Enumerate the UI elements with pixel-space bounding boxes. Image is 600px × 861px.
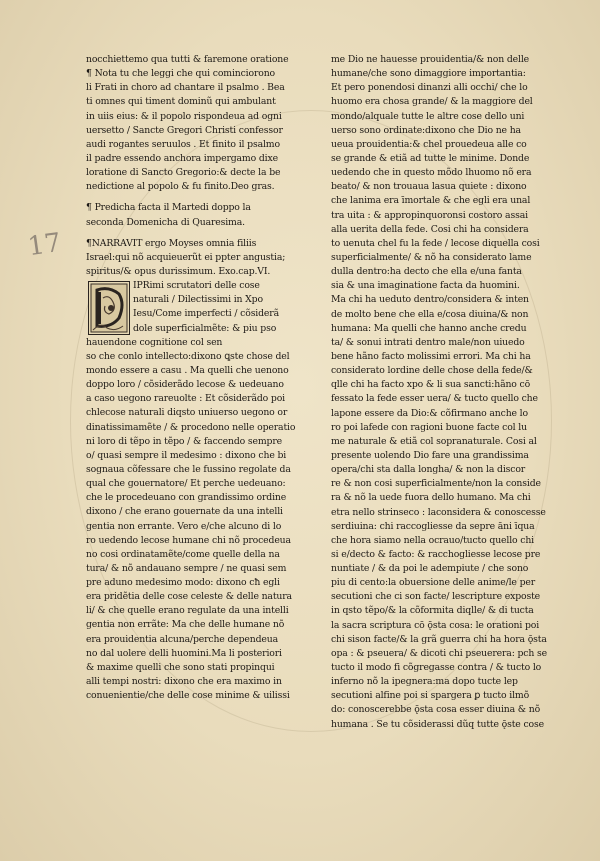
text-line: considerato lordine delle chose della fede/& bbox=[331, 365, 533, 377]
text-line: fessato la fede esser uera/ & tucto quello che bbox=[331, 393, 538, 405]
text-line: no cosi ordinatamẽte/come quelle della na bbox=[86, 548, 280, 560]
text-line: nuntiate / & da poi le adempiute / che sono bbox=[331, 563, 529, 575]
text-line: o/ quasi sempre il medesimo : dixono che bi bbox=[86, 449, 287, 461]
text-line: Iesu/Come imperfecti / cõsiderã bbox=[133, 308, 279, 320]
text-line: me naturale & etiã col sopranaturale. Cosi al bbox=[331, 435, 537, 447]
text-line: to uenuta chel fu la fede / lecose diquella cosi bbox=[331, 237, 540, 249]
text-line: humane/che sono dimaggiore importantia: bbox=[331, 68, 526, 80]
text-line: etra nello strinseco : laconsidera & conoscesse bbox=[331, 506, 546, 518]
text-line: che lanima era īmortale & che egli era unal bbox=[331, 195, 531, 207]
text-line: qual che gouernatore/ Et perche uedeuano: bbox=[86, 478, 286, 490]
text-line: dulla dentro:ha decto che ella e/una fanta bbox=[331, 266, 522, 278]
text-line: era prouidentia alcuna/perche dependeua bbox=[86, 633, 278, 645]
text-line: presente uolendo Dio fare una grandissima bbox=[331, 449, 529, 461]
text-line: spiritus/& opus durissimum. Exo.cap.VI. bbox=[86, 265, 271, 277]
text-line: che hora siamo nella ocrauo/tucto quello chi bbox=[331, 534, 535, 546]
text-line: dixono / che erano gouernate da una intelli bbox=[86, 506, 283, 518]
text-line: dinatissimamẽte / & procedono nelle operatio bbox=[86, 421, 296, 433]
text-line: era pridẽtia delle cose celeste & delle natura bbox=[86, 591, 292, 603]
text-line: uedendo che in questo mõdo lhuomo nõ era bbox=[331, 167, 532, 179]
right-body-text bbox=[331, 53, 571, 732]
text-line: tura/ & nõ andauano sempre / ne quasi sem bbox=[86, 562, 287, 574]
text-line: humana: Ma quelli che hanno anche credu bbox=[331, 322, 527, 334]
text-line: ¶ Predicha facta il Martedi doppo la bbox=[86, 202, 251, 214]
text-line: opa : & pseuera/ & dicoti chi pseuerera: pch se bbox=[331, 647, 547, 659]
text-line: ti omnes qui timent dominũ qui ambulant bbox=[86, 96, 276, 108]
text-line: ¶NARRAVIT ergo Moyses omnia filiis bbox=[86, 237, 257, 249]
text-line: audi rogantes seruulos . Et finito il psalmo bbox=[86, 138, 280, 150]
text-line: ni loro di tẽpo in tẽpo / & faccendo sempre bbox=[86, 435, 283, 447]
right-column bbox=[331, 53, 571, 732]
margin-note: 17 bbox=[26, 227, 64, 263]
text-line: nocchiettemo qua tutti & faremone oratione bbox=[86, 54, 289, 65]
text-line: chlecose naturali diqsto uniuerso uegono or bbox=[86, 407, 288, 419]
text-line: il padre essendo anchora impergamo dixe bbox=[86, 152, 278, 164]
text-line: in qsto tẽpo/& la cõformita diqlle/ & di tucta bbox=[331, 605, 534, 617]
text-line: li/ & che quelle erano regulate da una intelli bbox=[86, 605, 289, 617]
text-line: huomo era chosa grande/ & la maggiore del bbox=[331, 96, 533, 108]
text-line: tra uita : & appropinquoronsi costoro assai bbox=[331, 209, 528, 221]
text-line: ro poi lafede con ragioni buone facte col lu bbox=[331, 421, 527, 433]
text-line: ra & nõ la uede fuora dello humano. Ma chi bbox=[331, 492, 531, 504]
text-line: ueua prouidentia:& chel prouedeua alle co bbox=[331, 138, 527, 150]
text-line: serdiuina: chi raccogliesse da sepre āni īqua bbox=[331, 520, 535, 532]
text-line: alla uerita della fede. Cosi chi ha considera bbox=[331, 223, 529, 235]
text-line: dole superficialmẽte: & piu pso bbox=[133, 322, 277, 334]
left-column bbox=[86, 53, 318, 703]
text-line: ta/ & sonui intrati dentro male/non uiuedo bbox=[331, 336, 525, 348]
sermon-heading bbox=[86, 201, 318, 229]
text-line: beato/ & non trouaua lasua quiete : dixono bbox=[331, 181, 527, 193]
text-line: gentia non errante. Vero e/che alcuno di lo bbox=[86, 520, 282, 532]
text-line: in uiis eius: & il popolo rispondeua ad ogni bbox=[86, 110, 282, 122]
text-line: che le procedeuano con grandissimo ordine bbox=[86, 492, 287, 504]
text-line: Israel:qui nõ acquieuerũt ei ppter angustia; bbox=[86, 251, 286, 263]
text-line: so che conlo intellecto:dixono ꝗste chose del bbox=[86, 350, 290, 362]
text-line: piu di cento:la obuersione delle anime/le per bbox=[331, 577, 536, 589]
text-line: mondo/alquale tutte le altre cose dello uni bbox=[331, 110, 525, 122]
text-line: mondo essere a casu . Ma quelli che uenono bbox=[86, 364, 289, 376]
text-line: alli tempi nostri: dixono che era maximo in bbox=[86, 676, 282, 688]
text-line: Ma chi ha ueduto dentro/considera & inten bbox=[331, 294, 529, 306]
text-line: se grande & etiã ad tutte le minime. Donde bbox=[331, 152, 530, 164]
text-line: a caso uegono rareuolte : Et cõsiderãdo poi bbox=[86, 393, 285, 405]
text-line: conuenientie/che delle cose minime & uilissi bbox=[86, 690, 290, 702]
text-line: ¶ Nota tu che leggi che qui cominciorono bbox=[86, 68, 275, 80]
text-line: no dal uolere delli huomini.Ma li posteriori bbox=[86, 647, 282, 659]
text-line: de molto bene che ella e/cosa diuina/& non bbox=[331, 308, 529, 320]
decorated-initial-icon bbox=[88, 281, 130, 335]
text-line: secutioni alfine poi si spargera ꝑ tucto ilmõ bbox=[331, 690, 530, 702]
text-line: gentia non errãte: Ma che delle humane nõ bbox=[86, 619, 285, 631]
text-line: bene hãno facto molissimi errori. Ma chi ha bbox=[331, 350, 531, 362]
text-line: sia & una imaginatione facta da huomini. bbox=[331, 280, 520, 292]
text-line: chi sison facte/& la grã guerra chi ha hora ǭsta bbox=[331, 633, 547, 645]
text-line: Et pero ponendosi dinanzi alli occhi/ che lo bbox=[331, 82, 528, 94]
left-body-text bbox=[86, 336, 318, 704]
text-line: si e/decto & facto: & racchogliesse lecose pre bbox=[331, 548, 541, 560]
text-line: opera/chi sta dalla longha/ & non la discor bbox=[331, 464, 526, 476]
text-line: seconda Domenicha di Quaresima. bbox=[86, 216, 245, 228]
text-line: lapone essere da Dio:& cõfirmano anche lo bbox=[331, 407, 528, 419]
text-line: loratione di Sancto Gregorio:& decte la be bbox=[86, 167, 281, 179]
text-line: nedictione al popolo & fu finito.Deo gras. bbox=[86, 181, 275, 193]
text-line: humana . Se tu cõsiderassi dũq tutte ǭste cose bbox=[331, 718, 544, 730]
text-line: hauendone cognitione col sen bbox=[86, 336, 223, 348]
text-line: li Frati in choro ad chantare il psalmo . Bea bbox=[86, 82, 285, 94]
text-line: do: conoscerebbe ǭsta cosa esser diuina & nõ bbox=[331, 704, 541, 716]
dropcap-paragraph bbox=[86, 279, 318, 336]
text-line: IPRimi scrutatori delle cose bbox=[133, 280, 260, 292]
text-line: inferno nõ la ipegnera:ma dopo tucte lep bbox=[331, 676, 518, 688]
text-line: doppo loro / cõsiderãdo lecose & uedeuano bbox=[86, 379, 284, 391]
sermon-theme bbox=[86, 237, 318, 279]
text-line: uerso sono ordinate:dixono che Dio ne ha bbox=[331, 124, 521, 136]
text-line: naturali / Dilectissimi in Xpo bbox=[133, 294, 263, 306]
text-line: secutioni che ci son facte/ lescripture exposte bbox=[331, 591, 541, 603]
text-line: me Dio ne hauesse prouidentia/& non delle bbox=[331, 54, 530, 65]
text-line: sognaua cõfessare che le fussino regolate da bbox=[86, 463, 291, 475]
text-line: ro uedendo lecose humane chi nõ procedeua bbox=[86, 534, 291, 546]
text-line: superficialmente/ & nõ ha considerato lame bbox=[331, 251, 532, 263]
text-line: pre aduno medesimo modo: dixono cħ egli bbox=[86, 577, 280, 589]
text-line: re & non cosi superficialmente/non la conside bbox=[331, 478, 541, 490]
text-line: qlle chi ha facto xpo & li sua sancti:hãno cō bbox=[331, 379, 531, 391]
text-line: & maxime quelli che sono stati propinqui bbox=[86, 661, 275, 673]
text-line: la sacra scriptura cō ǭsta cosa: le orationi poi bbox=[331, 619, 540, 631]
left-top-block bbox=[86, 53, 318, 194]
text-line: uersetto / Sancte Gregori Christi confessor bbox=[86, 124, 283, 136]
text-line: tucto il modo fi cõgregasse contra / & tucto lo bbox=[331, 662, 542, 674]
